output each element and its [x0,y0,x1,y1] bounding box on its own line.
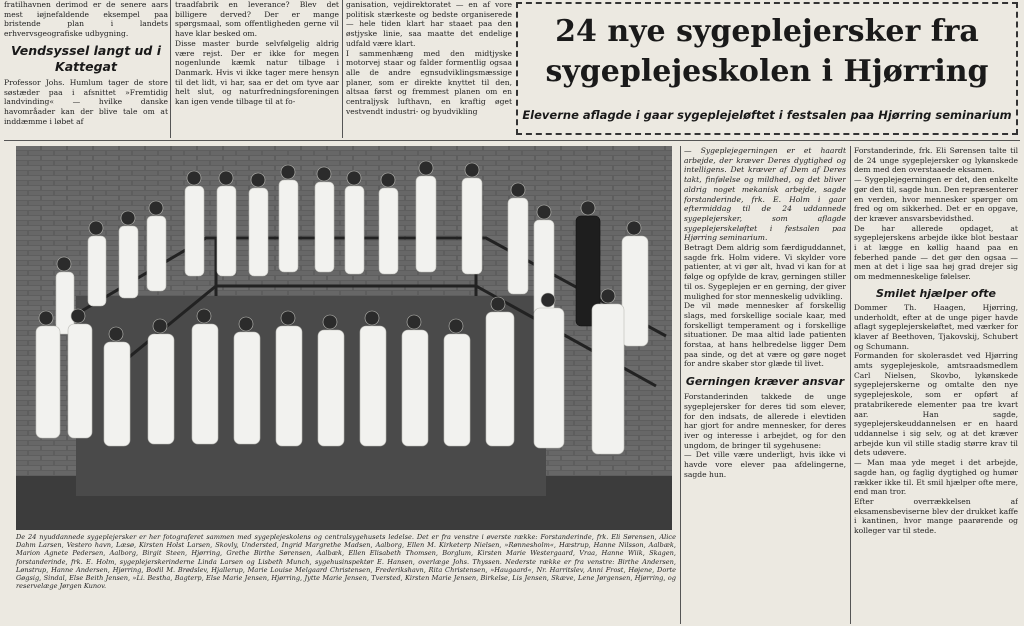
column-rule [850,146,851,624]
article-column-1 [684,146,846,624]
top-mid-column [175,0,339,138]
top-left-subhead: Vendsyssel langt ud i Kattegat [10,42,162,74]
top-left-body: Professor Johs. Humlum tager de store søstæder paa i afsnittet »Fremtidig landvinding« — hvilke danske havområader kan der blive tale om at inddæmme i løbet af [4,77,168,126]
subhead-smilet: Smilet hjælper ofte [875,286,997,300]
article-kicker: Eleverne aflagde i gaar sygeplejeløftet i festsalen paa Hjørring seminarium [522,108,1012,122]
photo-caption: De 24 nyuddannede sygeplejersker er her fotograferet sammen med sygeplejeskolens og centralsygehusets ledelse. Det er fra venstre i øverste række: Forstanderinde, frk. Eli Sørensen, Alice Dahm Larsen, Vestero havn, Læsø, Kirsten Holst Larsen, Skovly, Understed, Ingrid Margrethe Madsen, Aalborg, Ellen M. Kirketerp Nielsen, »Rønnesholm«, Hæstrup, Hanne Nilsson, Aalbæk, Marion Agnete Pedersen, Aalborg, Birgit Steen, Hjørring, Grethe Birthe Sørensen, Aalbæk, Ellen Elisabeth Thomsen, Borglum, Kirsten Marie Westergaard, Vraa, Hanne Wiik, Skagen, forstanderinde, frk. E. Holm, sygeplejerskerinderne Linda Larsen og Lisbeth Munch, sygehusinspektør E. Hansen, overlæge Johs. Thyssen. Nederste række er fra venstre: Birthe Andersen, Lønstrup, Hanne Andersen, Hjørring, Bodil M. Brødslev, Hjallerup, Marie Louise Melgaard Christensen, Frederikshavn, Rita Christensen, »Haugaard«, Nr. Harritslev, Anni Frost, Højene, Dorte Gøgsig, Sindal, Else Beith Jensen, »Li. Bestha, Bagterp, Else Marie Jensen, Hjørring, Jytte Marie Jensen, Tversted, Kirsten Marie Jensen, Birkelse, Lis Jensen, Skæve, Lene Jørgensen, Hjørring, og reservelæge Jørgen Kunov. [16,533,676,591]
article-body-2: Forstanderinden takkede de unge sygeplejersker for deres tid som elever, for den indsats, de allerede i elevtiden har gjort for andre mennesker, for deres iver og interesse i arbejdet, og for den ungdom, de bringer til sygehusene: — Det ville være underligt, hvis ikke vi havde vore elever paa afdelingerne, sagde hun. [684,392,846,479]
top-left-text: fratilhavnen derimod er de senere aars mest iøjnefaldende eksempel paa bristende plan i landets erhvervsgeografiske udbygning. [4,0,168,39]
photo-illustration [16,146,672,530]
article-body-4: Dommer Th. Haagen, Hjørring, underholdt, efter at de unge piger havde aflagt sygeplejerskeløftet, med værker for klaver af Beethoven, Tjakovskij, Schubert og Schumann. Formanden for skolerasdet ved Hjørring amts sygeplejeskole, amtsraadsmedlem Carl Nielsen, Skovbo, lykønskede sygeplejerskerne og omtalte den nye sygeplejeskole, som er opført af pratabrikerede elementer paa tre kvart aar. Han sagde, sygeplejerskeuddannelsen er en haard uddannelse i sig selv, og at det kræver arbejde kun vil stille stadig større krav til dets udøvere. — Man maa yde meget i det arbejde, sagde han, og faglig dygtighed og humør rækker ikke til. Et smil hjælper ofte mere, end man tror. Efter overrækkelsen af eksamensbeviserne blev der drukket kaffe i kantinen, hvor mange paarørende og kolleger var til stede. [854,302,1018,536]
article-headline: 24 nye sygeplejersker fra sygeplejeskolen i Hjørring [545,14,989,89]
nurses-group-photo [16,146,672,530]
top-right-column [346,0,512,138]
article-body-3: Forstanderinde, frk. Eli Sørensen talte til de 24 unge sygeplejersker og lykønskede dem med den overstaaede eksamen. — Sygeplejegerningen er det, den enkelte gør den til, sagde hun. Den repræsenterer en verden, hvor mennesker spørger om fred og om sikkerhed. Det er en opgave, der kræver ansvarsbevidsthed. De har allerede opdaget, at sygeplejerskens arbejde ikke blot bestaar i at lægge en køllig haand paa en feberhed pande — det gør den ogsaa — men at det i lige saa høj grad drejer sig om medmenneskelige følelser. [854,146,1018,282]
column-rule [170,0,171,138]
column-rule [342,0,343,138]
section-rule [4,140,1020,141]
article-intro: — Sygeplejegerningen er et haardt arbejde, der kræver Deres dygtighed og intelligens. Det kræver af Dem af Deres takt, finfølelse og mildhed, og det bliver aldrig noget mekanisk arbejde, sagde forstanderinde, frk. E. Holm i gaar eftermiddag til de 24 uddannede sygeplejersker, som aflagde sygeplejerskeløftet i festsalen paa Hjørring seminarium. [684,146,846,243]
top-right-text: ganisation, vejdirektoratet — en af vore politisk stærkeste og bedste organiserede — hele tiden klart har staaet paa den østjyske linie, saa maatte det endelige udfald være klart. I sammenhæng med den midtjyske motorvej staar og falder formentlig ogsaa alle de andre egnsudviklingsmæssige planer, som er direkte knyttet til den, altsaa først og fremmest planen om en centraljysk lufthavn, en kraftig øget vestvendt industri- og byudvikling [346,0,512,116]
article-column-2 [854,146,1018,624]
subhead-gerningen: Gerningen kræver ansvar [685,375,845,389]
top-mid-text: traadfabrik en leverance? Blev det billigere derved? Der er mange spørgsmaal, som offentligheden gerne vil have klar besked om. Disse master burde selvfølgelig aldrig være rejst. Der er ikke for megen nogenlunde kæmk natur tilbage i Danmark. Hvis vi ikke tager mere hensyn til det lidt, vi har, saa er det om tyve aar helt slut, og naturfredningsforeningen kan igen vende tilbage til at fo- [175,0,339,107]
article-body-1: Betragt Dem aldrig som færdiguddannet, sagde frk. Holm videre. Vi skylder vore patienter, at vi gør alt, hvad vi kan for at følge og opfylde de krav, gerningen stiller til os. Sygeplejen er en gerning, der giver mulighed for stor menneskelig udvikling. De vil møde mennesker af forskellig slags, med forskellige sociale kaar, med forskelligt temperament og i forskellige situationer. De maa altid lade patienten forstaa, at hans helbredelse ligger Dem paa sinde, og det at være og gøre noget for andre skaber stor glæde til livet. [684,243,846,369]
column-rule [680,146,681,624]
top-left-column [4,0,168,138]
